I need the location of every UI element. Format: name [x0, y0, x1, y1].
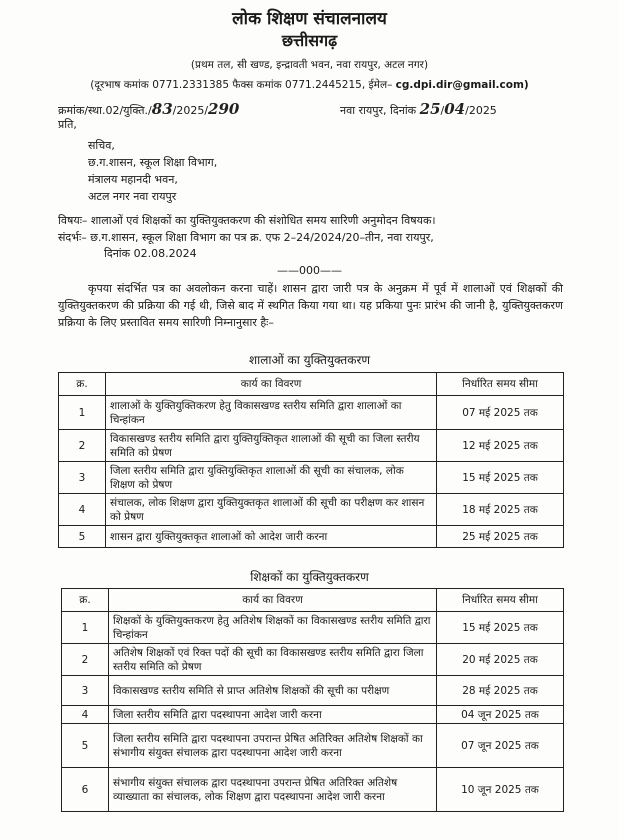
table-row: [59, 430, 564, 462]
header-deadline: निर्धारित समय सीमा: [437, 373, 564, 396]
serial-cell: 6: [62, 768, 109, 812]
schools-rationalization-table: [58, 372, 564, 548]
description-cell: अतिशेष शिक्षकों एवं रिक्त पदों की सूची का विकासखण्ड स्तरीय समिति द्वारा जिला स्तरीय समिति को प्रेषण: [109, 644, 437, 676]
place-label: नवा रायपुर, दिनांक: [340, 104, 417, 117]
email-address: cg.dpi.dir@gmail.com): [395, 79, 529, 91]
table-row: [59, 526, 564, 548]
table1-caption: शालाओं का युक्तियुक्तकरण: [248, 353, 371, 367]
date-line: नवा रायपुर, दिनांक 25/04/2025: [340, 100, 497, 118]
table-row: [62, 706, 564, 724]
serial-cell: 2: [59, 430, 106, 462]
state-name: छत्तीसगढ़: [281, 31, 338, 50]
deadline-cell: 15 मई 2025 तक: [437, 462, 564, 494]
description-cell: शालाओं के युक्तियुक्तिकरण हेतु विकासखण्ड स्तरीय समिति द्वारा शालाओं का चिन्हांकन: [106, 396, 437, 430]
table-row: [62, 724, 564, 768]
deadline-cell: 28 मई 2025 तक: [437, 676, 564, 706]
table-row: [62, 768, 564, 812]
subject-line: विषयः– शालाओं एवं शिक्षकों का युक्तियुक्तकरण की संशोधित समय सारिणी अनुमोदन विषयक।: [58, 214, 436, 227]
description-cell: जिला स्तरीय समिति द्वारा युक्तियुक्तिकृत शालाओं की सूची का संचालक, लोक शिक्षण को प्रेषण: [106, 462, 437, 494]
deadline-cell: 20 मई 2025 तक: [437, 644, 564, 676]
header-serial: क्र.: [59, 373, 106, 396]
serial-cell: 1: [62, 612, 109, 644]
ref-handwritten-number-1: 83: [151, 100, 173, 118]
recipient-line: मंत्रालय महानदी भवन,: [88, 173, 178, 186]
description-cell: शिक्षकों के युक्तियुक्तकरण हेतु अतिशेष शिक्षकों का विकासखण्ड स्तरीय समिति द्वारा चिन्हांकन: [109, 612, 437, 644]
header-description: कार्य का विवरण: [106, 373, 437, 396]
body-paragraph: कृपया संदर्भित पत्र का अवलोकन करना चाहें। शासन द्वारा जारी पत्र के अनुक्रम में पूर्व में शालाओं एवं शिक्षकों की युक्तियुक्तकरण की प्रक्रिया की गई थी, जिसे बाद में स्थगित किया गया था। यह प्रकिया पुनः प्रारंभ की जानी है, युक्तियुक्तकरण प्रक्रिया के लिए प्रस्तावित समय सारिणी निम्नानुसार हैः–: [58, 282, 563, 329]
date-month: 04: [444, 100, 466, 118]
contact-line: [0, 78, 619, 92]
recipient-line: सचिव,: [88, 139, 115, 152]
serial-cell: 3: [59, 462, 106, 494]
table-header-row: [59, 373, 564, 396]
teachers-rationalization-table: [61, 588, 564, 812]
ref-handwritten-number-2: 290: [208, 100, 240, 118]
deadline-cell: 15 मई 2025 तक: [437, 612, 564, 644]
description-cell: शासन द्वारा युक्तियुक्तकृत शालाओं को आदेश जारी करना: [106, 526, 437, 548]
serial-cell: 4: [62, 706, 109, 724]
serial-cell: 3: [62, 676, 109, 706]
deadline-cell: 07 मई 2025 तक: [437, 396, 564, 430]
description-cell: जिला स्तरीय समिति द्वारा पदस्थापना उपरान्त प्रेषित अतिरिक्त अतिशेष शिक्षकों का संभागीय संयुक्त संचालक द्वारा पदस्थापना आदेश जारी करना: [109, 724, 437, 768]
deadline-cell: 10 जून 2025 तक: [437, 768, 564, 812]
contact-numbers: (दूरभाष कमांक 0771.2331385 फैक्स कमांक 0771.2445215, ईमेल–: [90, 79, 393, 91]
table-row: [59, 494, 564, 526]
header-description: कार्य का विवरण: [109, 589, 437, 612]
serial-cell: 1: [59, 396, 106, 430]
table-header-row: [62, 589, 564, 612]
serial-cell: 2: [62, 644, 109, 676]
table-row: [62, 644, 564, 676]
serial-cell: 5: [59, 526, 106, 548]
description-cell: विकासखण्ड स्तरीय समिति से प्राप्त अतिशेष शिक्षकों की सूची का परीक्षण: [109, 676, 437, 706]
deadline-cell: 07 जून 2025 तक: [437, 724, 564, 768]
table-row: [62, 676, 564, 706]
serial-cell: 5: [62, 724, 109, 768]
serial-cell: 4: [59, 494, 106, 526]
deadline-cell: 12 मई 2025 तक: [437, 430, 564, 462]
date-year: /2025: [465, 104, 497, 117]
office-title: लोक शिक्षण संचालनालय: [232, 9, 387, 29]
description-cell: विकासखण्ड स्तरीय समिति द्वारा युक्तियुक्तिकृत शालाओं की सूची का जिला स्तरीय समिति को प्रेषण: [106, 430, 437, 462]
office-address: (प्रथम तल, सी खण्ड, इन्द्रावती भवन, नवा रायपुर, अटल नगर): [190, 59, 429, 71]
description-cell: संचालक, लोक शिक्षण द्वारा युक्तियुक्तकृत शालाओं की सूची का परीक्षण कर शासन को प्रेषण: [106, 494, 437, 526]
table-row: [62, 612, 564, 644]
reference-number-line: [58, 100, 239, 118]
recipient-line: अटल नगर नवा रायपुर: [88, 190, 177, 203]
reference-date: दिनांक 02.08.2024: [104, 247, 197, 260]
ref-prefix: क्रमांक/स्था.02/युक्ति./: [58, 104, 152, 117]
header-serial: क्र.: [62, 589, 109, 612]
description-cell: संभागीय संयुक्त संचालक द्वारा पदस्थापना उपरान्त प्रेषित अतिरिक्त अतिशेष व्याख्याता का संचालक, लोक शिक्षण द्वारा पदस्थापना आदेश जारी करना: [109, 768, 437, 812]
separator: ——000——: [277, 264, 342, 277]
deadline-cell: 18 मई 2025 तक: [437, 494, 564, 526]
reference-line: संदर्भः– छ.ग.शासन, स्कूल शिक्षा विभाग का पत्र क्र. एफ 2–24/2024/20–तीन, नवा रायपुर,: [58, 231, 434, 244]
table-row: [59, 462, 564, 494]
deadline-cell: 04 जून 2025 तक: [437, 706, 564, 724]
deadline-cell: 25 मई 2025 तक: [437, 526, 564, 548]
table-row: [59, 396, 564, 430]
ref-mid: /2025/: [172, 104, 209, 117]
header-deadline: निर्धारित समय सीमा: [437, 589, 564, 612]
description-cell: जिला स्तरीय समिति द्वारा पदस्थापना आदेश जारी करना: [109, 706, 437, 724]
to-label: प्रति,: [58, 118, 77, 131]
date-day: 25: [419, 100, 441, 118]
recipient-line: छ.ग.शासन, स्कूल शिक्षा विभाग,: [88, 156, 218, 169]
table2-caption: शिक्षकों का युक्तियुक्तकरण: [250, 570, 369, 584]
